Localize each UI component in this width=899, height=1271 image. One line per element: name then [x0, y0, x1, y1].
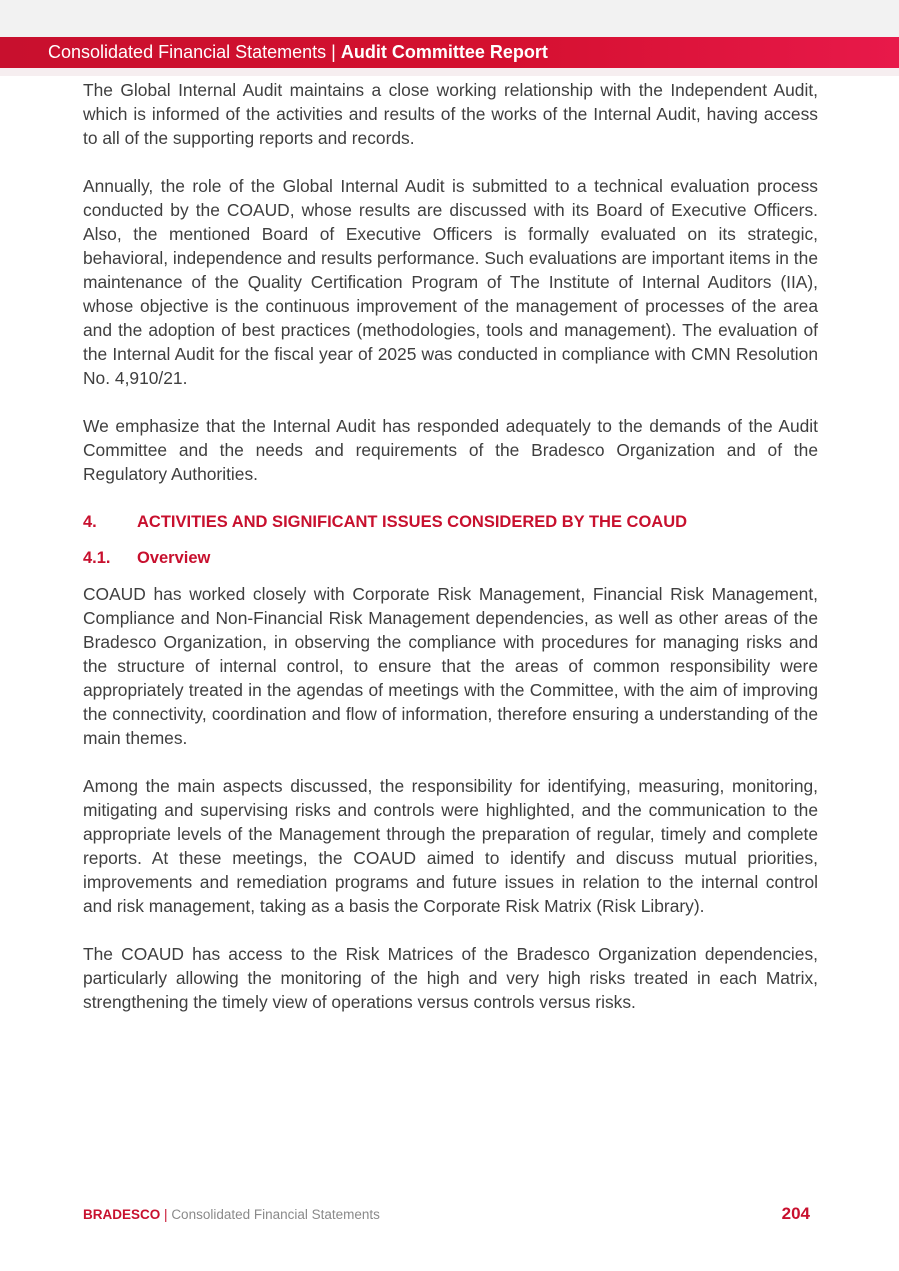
- header-title: Audit Committee Report: [340, 42, 548, 62]
- paragraph-risk-matrices: The COAUD has access to the Risk Matrices of the Bradesco Organization dependencies, particularly allowing the monitoring of the high and very high risks treated in each Matrix, strengthening the timely view of operations versus controls versus risks.: [83, 944, 818, 1012]
- paragraph-internal-audit-relationship: The Global Internal Audit maintains a close working relationship with the Independent Audit, which is informed of the activities and results of the works of the Internal Audit, having access to all of the supporting reports and records.: [83, 80, 818, 148]
- header-section: Consolidated Financial Statements |: [48, 42, 336, 62]
- footer-document-title: Consolidated Financial Statements: [171, 1207, 380, 1222]
- top-margin: [0, 0, 899, 37]
- header-text: [48, 37, 548, 68]
- page-number: 204: [781, 1204, 810, 1223]
- footer-brand: BRADESCO: [83, 1207, 161, 1222]
- section-4-title: ACTIVITIES AND SIGNIFICANT ISSUES CONSIDERED BY THE COAUD: [137, 513, 688, 531]
- section-4-1-number: 4.1.: [83, 549, 111, 567]
- section-4-1-heading: [83, 546, 818, 570]
- section-4-number: 4.: [83, 513, 97, 531]
- page-header: [0, 37, 899, 68]
- paragraph-annual-evaluation: Annually, the role of the Global Internal Audit is submitted to a technical evaluation process conducted by the COAUD, whose results are discussed with its Board of Executive Officers. Also, the mentioned Board of Executive Officers is formally evaluated on its strategic, behavioral, independence and results performance. Such evaluations are important items in the maintenance of the Quality Certification Program of The Institute of Internal Auditors (IIA), whose objective is the continuous improvement of the management of processes of the area and the adoption of best practices (methodologies, tools and management). The evaluation of the Internal Audit for the fiscal year of 2025 was conducted in compliance with CMN Resolution No. 4,910/21.: [83, 176, 818, 388]
- main-content: [83, 78, 818, 1038]
- paragraph-main-aspects: Among the main aspects discussed, the responsibility for identifying, measuring, monitoring, mitigating and supervising risks and controls were highlighted, and the communication to the appropriate levels of the Management through the preparation of regular, timely and complete reports. At these meetings, the COAUD aimed to identify and discuss mutual priorities, improvements and remediation programs and future issues in relation to the internal control and risk management, taking as a basis the Corporate Risk Matrix (Risk Library).: [83, 776, 818, 916]
- footer-separator: |: [164, 1207, 168, 1222]
- section-4-heading: [83, 510, 818, 534]
- page-footer: [83, 1204, 810, 1228]
- footer-label: [83, 1207, 380, 1222]
- paragraph-coaud-collaboration: COAUD has worked closely with Corporate Risk Management, Financial Risk Management, Compliance and Non-Financial Risk Management dependencies, as well as other areas of the Bradesco Organization, in observing the compliance with procedures for managing risks and the structure of internal control, to ensure that the areas of common responsibility were appropriately treated in the agendas of meetings with the Committee, with the aim of improving the connectivity, coordination and flow of information, therefore ensuring a understanding of the main themes.: [83, 584, 818, 748]
- header-divider: [0, 68, 899, 76]
- paragraph-internal-audit-response: We emphasize that the Internal Audit has responded adequately to the demands of the Audit Committee and the needs and requirements of the Bradesco Organization and of the Regulatory Authorities.: [83, 416, 818, 484]
- section-4-1-title: Overview: [137, 549, 211, 567]
